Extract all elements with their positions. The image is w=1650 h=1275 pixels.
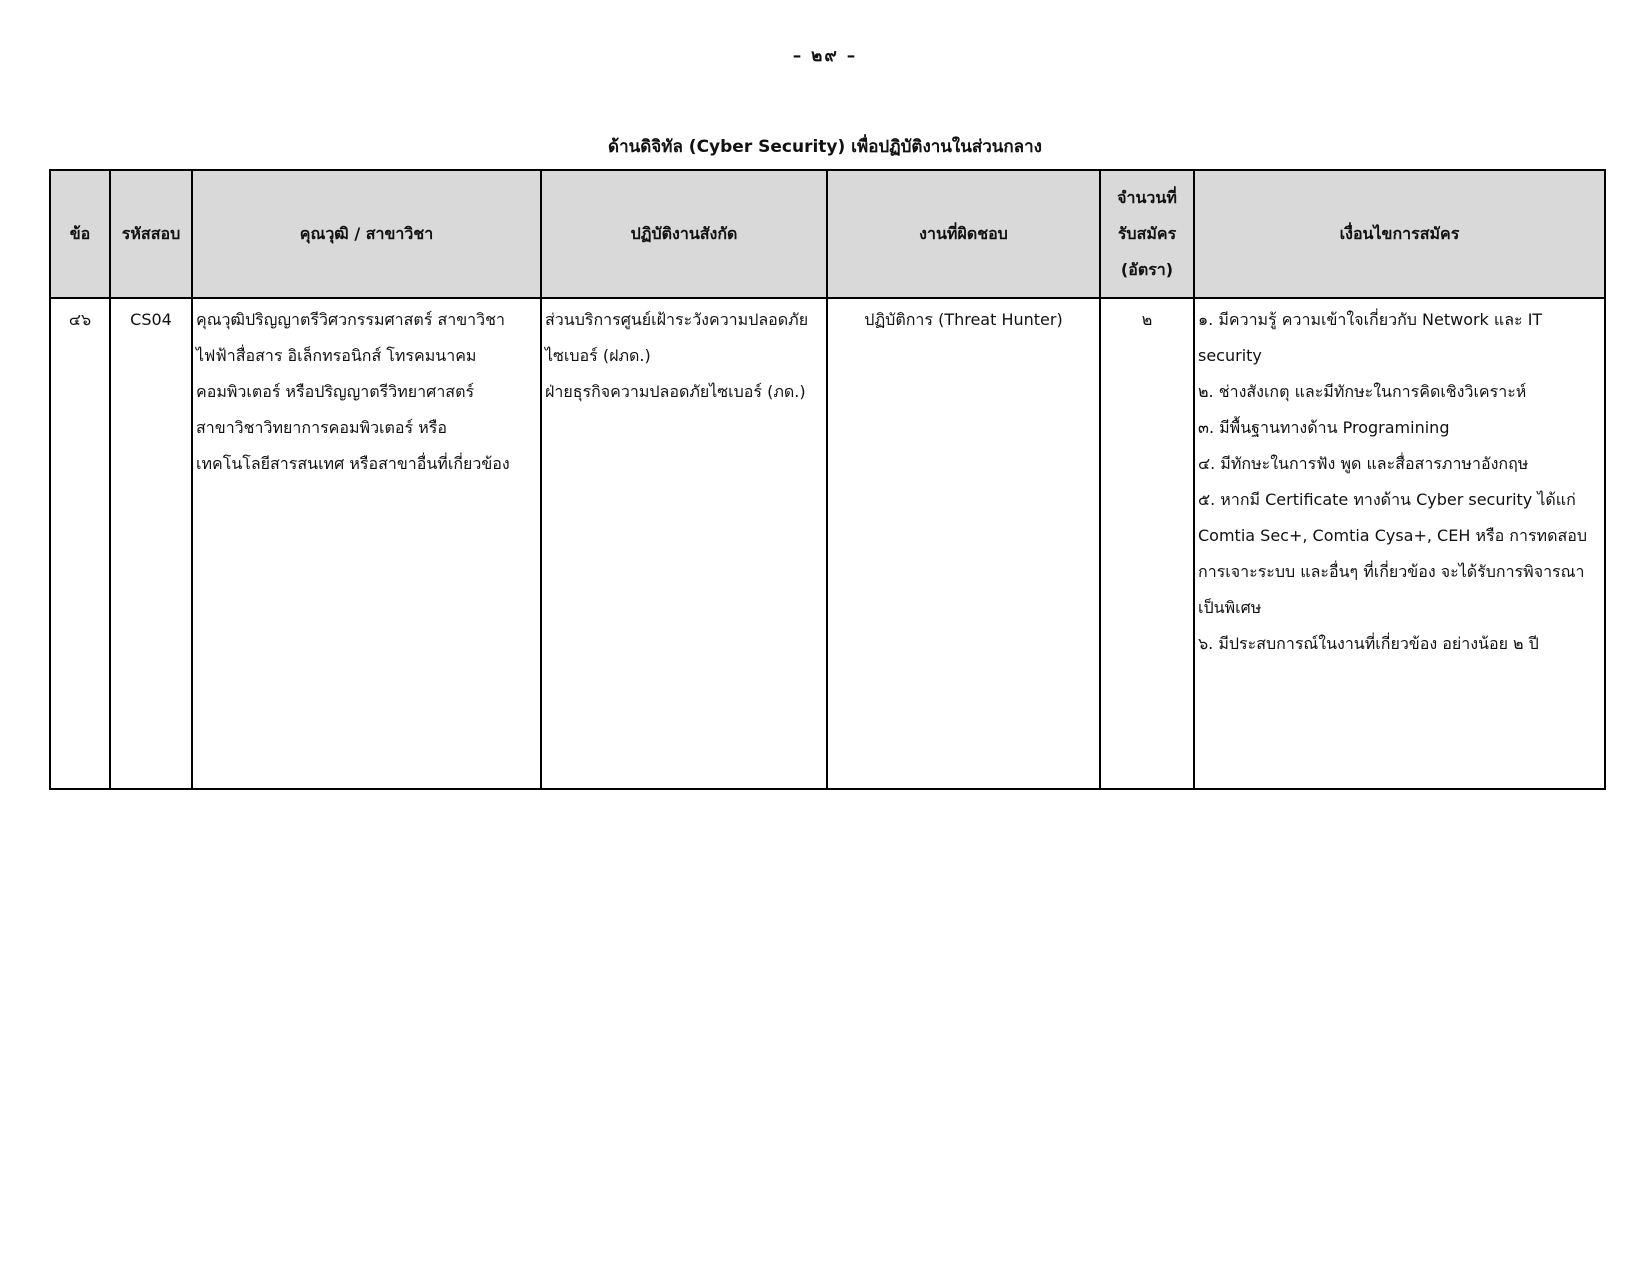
condition-line: เป็นพิเศษ [1198, 598, 1262, 617]
condition-line: การเจาะระบบ และอื่นๆ ที่เกี่ยวข้อง จะได้รับการพิจารณา [1198, 562, 1585, 581]
cell-qualification [192, 298, 541, 789]
department-line: ไซเบอร์ (ฝภด.) [545, 346, 651, 365]
department-line: ส่วนบริการศูนย์เฝ้าระวังความปลอดภัย [545, 310, 809, 329]
cell-conditions [1194, 298, 1605, 789]
department-line: ฝ่ายธุรกิจความปลอดภัยไซเบอร์ (ภด.) [545, 382, 806, 401]
header-no: ข้อ [50, 170, 110, 298]
condition-line: security [1198, 346, 1262, 365]
cell-job: ปฏิบัติการ (Threat Hunter) [827, 298, 1100, 789]
header-count-line: (อัตรา) [1120, 260, 1174, 279]
qualification-line: เทคโนโลยีสารสนเทศ หรือสาขาอื่นที่เกี่ยวข้อง [196, 454, 510, 473]
condition-line: ๔. มีทักษะในการฟัง พูด และสื่อสารภาษาอังกฤษ [1198, 454, 1529, 473]
table-row [50, 298, 1605, 789]
qualification-line: คอมพิวเตอร์ หรือปริญญาตรีวิทยาศาสตร์ [196, 382, 475, 401]
condition-line: Comtia Sec+, Comtia Cysa+, CEH หรือ การทดสอบ [1198, 526, 1588, 545]
header-qualification: คุณวุฒิ / สาขาวิชา [192, 170, 541, 298]
condition-line: ๕. หากมี Certificate ทางด้าน Cyber security ได้แก่ [1198, 490, 1576, 509]
cell-no: ๔๖ [50, 298, 110, 789]
header-conditions: เงื่อนไขการสมัคร [1194, 170, 1605, 298]
condition-line: ๒. ช่างสังเกตุ และมีทักษะในการคิดเชิงวิเคราะห์ [1198, 382, 1527, 401]
header-job: งานที่ผิดชอบ [827, 170, 1100, 298]
cell-count: ๒ [1100, 298, 1194, 789]
document-title: ด้านดิจิทัล (Cyber Security) เพื่อปฏิบัติงานในส่วนกลาง [608, 137, 1042, 157]
condition-line: ๑. มีความรู้ ความเข้าใจเกี่ยวกับ Network และ IT [1198, 310, 1543, 329]
header-count-line: รับสมัคร [1117, 224, 1177, 243]
qualification-line: ไฟฟ้าสื่อสาร อิเล็กทรอนิกส์ โทรคมนาคม [196, 346, 477, 365]
qualification-line: คุณวุฒิปริญญาตรีวิศวกรรมศาสตร์ สาขาวิชา [196, 310, 505, 329]
header-count [1100, 170, 1194, 298]
header-count-line: จำนวนที่ [1117, 188, 1177, 207]
recruitment-table [49, 169, 1606, 790]
table-header-row [50, 170, 1605, 298]
condition-line: ๓. มีพื้นฐานทางด้าน Programining [1198, 418, 1450, 437]
condition-line: ๖. มีประสบการณ์ในงานที่เกี่ยวข้อง อย่างน้อย ๒ ปี [1198, 634, 1539, 653]
page-number: – ๒๙ – [792, 46, 858, 66]
qualification-line: สาขาวิชาวิทยาการคอมพิวเตอร์ หรือ [196, 418, 447, 437]
cell-code: CS04 [110, 298, 192, 789]
header-department: ปฏิบัติงานสังกัด [541, 170, 827, 298]
cell-department [541, 298, 827, 789]
header-code: รหัสสอบ [110, 170, 192, 298]
